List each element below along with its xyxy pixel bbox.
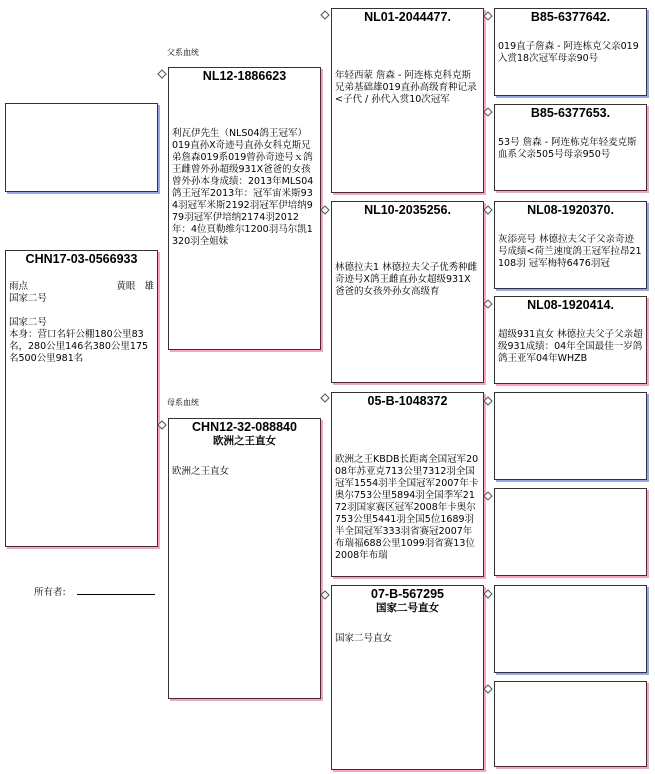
dam-sire-notes: 欧洲之王KBDB长距离全国冠军2008年苏亚克713公里7312羽全国冠军1554羽半全国冠军2007年卡奥尔753公里5894羽全国季军2172羽国家赛区冠军2008年卡奥尔753公里5441羽全国5位1689羽半全国冠军333羽省赛冠2007年布瑞福688公里1099羽省赛13位2008年布瑞 [335,454,479,561]
ggp-4-notes: 超级931直女 林德拉夫父子父亲超级931成绩：04年全国最佳一岁鸽鸽王亚军04年WHZB [498,329,643,364]
ggp-6-notes [495,490,646,492]
ggp-7-notes [495,587,646,589]
fold-corner-icon [320,10,330,20]
fold-corner-icon [320,393,330,403]
fold-corner-icon [483,205,493,215]
dam-dam-ring: 07-B-567295 [371,587,444,601]
main-bird-eye: 黄眼 [116,281,136,292]
fold-corner-icon [483,396,493,406]
ggp-card-4[interactable] [494,296,647,384]
ggp-card-6[interactable] [494,488,647,576]
ggp-3-notes: 灰添亮号 林德拉夫父子父亲奇迹号成绩<荷兰速度鸽王冠军拉昂21108羽 冠军梅特6476羽冠 [498,234,642,269]
owner-value-line[interactable] [77,594,155,595]
dam-dam-card[interactable] [331,585,484,770]
sire-sire-ring: NL01-2044477. [364,10,451,24]
dam-ring: CHN12-32-088840 [192,420,297,434]
dam-dam-notes: 国家二号直女 [335,633,393,644]
owner-label: 所有者: [34,587,66,598]
sire-notes: 利瓦伊先生（NLS04鸽王冠军） 019直孙Ⅹ奇迹号直孙女科克斯兄弟詹森019系019曾孙奇迹号ｘ鸽王雌曾外孙超级931X爸爸的女孩曾外孙本身成绩：2013年MLS04鸽王冠军2013年：冠军宙米斯934羽冠军米斯2192羽冠军伊培纳979羽冠军伊培纳2174羽2012年：4位頁勒维尔1200羽马尔凯1320羽全姐妹 [172,128,314,247]
ggp-1-ring: B85-6377642. [530,10,611,24]
dam-sire-card[interactable] [331,392,484,577]
dam-dam-subtitle: 国家二号直女 [376,602,439,614]
sire-dam-notes: 林德拉夫1 林德拉夫父子优秀种雌奇迹号X鸽王雌直孙女超级931X爸爸的女孩外孙女高级育 [335,262,478,297]
fold-corner-icon [483,491,493,501]
ggp-8-notes [495,683,646,685]
ggp-3-ring: NL08-1920370. [527,203,614,217]
sire-sire-card[interactable] [331,8,484,193]
main-bird-card[interactable] [5,250,158,547]
main-bird-sex: 雄 [144,281,154,292]
ggp-card-2[interactable] [494,104,647,191]
dam-subtitle: 欧洲之王直女 [213,435,276,447]
ggp-4-ring: NL08-1920414. [527,298,614,312]
sire-sire-notes: 年轻西蒙 詹森 - 阿连栋克科克斯兄弟基础雄019直孙高级育种记录<子代 / 孙代入赏10次冠军 [335,70,477,105]
fold-corner-icon [157,69,167,79]
ggp-2-notes: 53号 詹森 - 阿连栋克年轻麦克斯血系父亲505号母亲950号 [498,137,637,160]
photo-box [5,103,158,192]
ggp-card-7[interactable] [494,585,647,673]
ggp-5-notes [495,394,646,396]
fold-corner-icon [483,684,493,694]
ggp-2-ring: B85-6377653. [530,106,611,120]
sire-line-label: 父系血统 [167,48,199,57]
fold-corner-icon [483,11,493,21]
fold-corner-icon [320,590,330,600]
sire-dam-card[interactable] [331,201,484,383]
main-bird-name: 雨点 [9,281,29,292]
dam-notes: 欧洲之王直女 [172,466,230,477]
dam-sire-ring: 05-B-1048372 [367,394,448,408]
ggp-card-3[interactable] [494,201,647,289]
main-bird-ring: CHN17-03-0566933 [25,252,138,266]
ggp-card-1[interactable] [494,8,647,96]
ggp-card-5[interactable] [494,392,647,480]
ggp-1-notes: 019直子詹森 - 阿连栋克父亲019入赏18次冠军母亲90号 [498,41,639,64]
dam-line-label: 母系血统 [167,398,199,407]
sire-dam-ring: NL10-2035256. [364,203,451,217]
main-bird-notes: 国家二号 国家二号 本身：营口名轩公棚180公里83名，280公里146名380公里175名500公里981名 [9,293,149,364]
sire-card[interactable] [168,67,321,350]
fold-corner-icon [483,107,493,117]
ggp-card-8[interactable] [494,681,647,767]
fold-corner-icon [320,205,330,215]
dam-card[interactable] [168,418,321,699]
fold-corner-icon [483,299,493,309]
fold-corner-icon [157,420,167,430]
fold-corner-icon [483,589,493,599]
sire-ring: NL12-1886623 [202,69,287,83]
